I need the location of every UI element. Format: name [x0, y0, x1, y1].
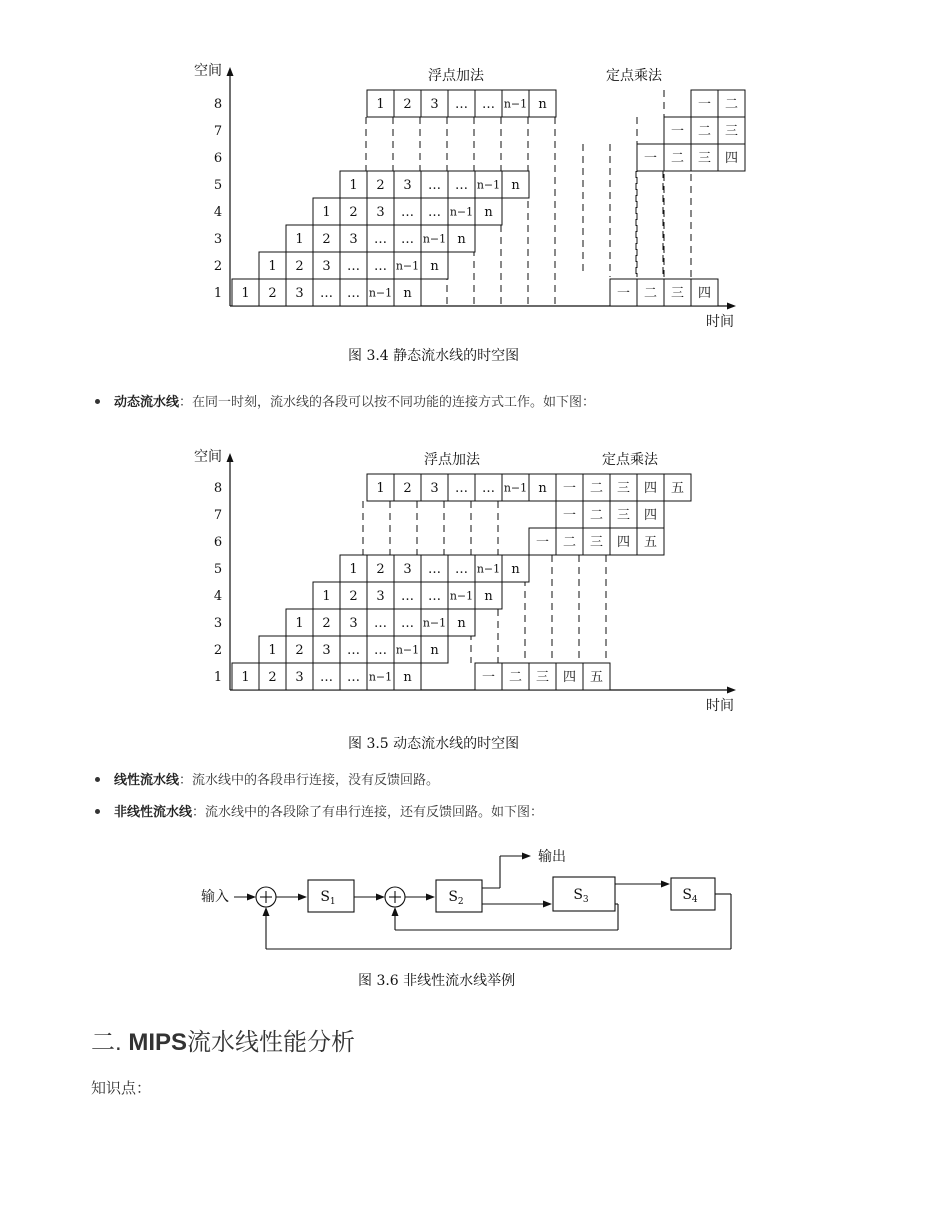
float-cell-s3-0-label: 1 [295, 616, 304, 631]
fixed-cell-s7-1-label: 二 [589, 508, 604, 523]
float-cell-s8-0-label: 1 [376, 481, 385, 496]
float-cell-s4-5-label: n−1 [449, 205, 474, 219]
fixed-cell-s1-2-label: 三 [670, 286, 685, 301]
float-cell-s5-6-label: n [511, 178, 520, 193]
float-cell-s1-0-label: 1 [241, 286, 250, 301]
caption-dynamic: 图 3.5 动态流水线的时空图 [348, 736, 520, 752]
float-cell-s8-4-label: … [482, 97, 495, 112]
float-cell-s5-0-label: 1 [349, 562, 358, 577]
float-cell-s1-4-label: … [347, 670, 360, 685]
fb3-arrow [392, 907, 399, 916]
float-cell-s1-5-label: n−1 [368, 670, 393, 684]
fixed-cell-s1-2-label: 三 [535, 670, 550, 685]
float-cell-s4-6-label: n [484, 205, 493, 220]
caption-nonlinear: 图 3.6 非线性流水线举例 [358, 973, 516, 989]
stage-label-s1: $S_1$ [320, 889, 336, 907]
group-label-float: 浮点加法 [428, 68, 484, 84]
float-cell-s4-3-label: … [401, 205, 414, 220]
float-cell-s5-0-label: 1 [349, 178, 358, 193]
figure-nonlinear-pipeline [190, 842, 750, 966]
fixed-cell-s7-0-label: 一 [670, 124, 685, 139]
float-cell-s2-0-label: 1 [268, 643, 277, 658]
float-cell-s1-3-label: … [320, 286, 333, 301]
knowledge-points-label: 知识点： [91, 1079, 152, 1097]
stage-number-1: 1 [213, 670, 223, 685]
fixed-cell-s8-4-label: 五 [670, 481, 685, 496]
stage-number-8: 8 [213, 97, 223, 112]
float-cell-s2-1-label: 2 [295, 259, 304, 274]
fixed-cell-s8-0-label: 一 [697, 97, 712, 112]
float-cell-s5-3-label: … [428, 562, 441, 577]
fixed-cell-s8-1-label: 二 [724, 97, 739, 112]
fixed-cell-s8-3-label: 四 [643, 481, 658, 496]
fixed-cell-s6-1-label: 二 [562, 535, 577, 550]
float-cell-s8-1-label: 2 [403, 481, 412, 496]
float-cell-s5-2-label: 3 [403, 562, 412, 577]
stage-number-7: 7 [213, 508, 223, 523]
stage-number-8: 8 [213, 481, 223, 496]
float-cell-s3-2-label: 3 [349, 616, 358, 631]
stage-number-3: 3 [213, 232, 223, 247]
fixed-cell-s6-1-label: 二 [670, 151, 685, 166]
input-label: 输入 [201, 889, 229, 905]
out-arrow [522, 853, 531, 860]
float-cell-s1-2-label: 3 [295, 286, 304, 301]
float-cell-s8-6-label: n [538, 481, 547, 496]
group-label-float: 浮点加法 [424, 452, 480, 468]
fixed-cell-s1-1-label: 二 [508, 670, 523, 685]
float-cell-s5-1-label: 2 [376, 178, 385, 193]
float-cell-s2-2-label: 3 [322, 259, 331, 274]
float-cell-s3-5-label: n−1 [422, 232, 447, 246]
x-axis-arrow [727, 303, 736, 310]
fixed-cell-s7-2-label: 三 [616, 508, 631, 523]
float-cell-s4-5-label: n−1 [449, 589, 474, 603]
a2-s2-arrow [426, 894, 435, 901]
float-cell-s4-4-label: … [428, 589, 441, 604]
float-cell-s2-1-label: 2 [295, 643, 304, 658]
term-linear: 线性流水线 [114, 773, 180, 788]
fixed-cell-s1-1-label: 二 [643, 286, 658, 301]
float-cell-s2-3-label: … [347, 259, 360, 274]
float-cell-s2-4-label: … [374, 259, 387, 274]
float-cell-s3-3-label: … [374, 616, 387, 631]
float-cell-s3-0-label: 1 [295, 232, 304, 247]
group-label-fixed: 定点乘法 [602, 452, 658, 468]
caption-static: 图 3.4 静态流水线的时空图 [348, 348, 520, 364]
bullet-nonlinear-pipeline [95, 803, 543, 823]
heading-mips: MIPS [128, 1029, 188, 1056]
x-axis-label: 时间 [706, 698, 734, 714]
float-cell-s1-5-label: n−1 [368, 286, 393, 300]
input-arrow [247, 894, 256, 901]
float-cell-s4-2-label: 3 [376, 589, 385, 604]
float-cell-s8-3-label: … [455, 481, 468, 496]
float-cell-s8-5-label: n−1 [503, 481, 528, 495]
float-cell-s3-4-label: … [401, 616, 414, 631]
float-cell-s4-4-label: … [428, 205, 441, 220]
float-cell-s3-4-label: … [401, 232, 414, 247]
float-cell-s1-4-label: … [347, 286, 360, 301]
y-axis-arrow [227, 453, 234, 462]
float-cell-s3-6-label: n [457, 232, 466, 247]
figure-static-pipeline [180, 55, 760, 379]
fixed-cell-s8-0-label: 一 [562, 481, 577, 496]
float-cell-s3-1-label: 2 [322, 232, 331, 247]
fixed-cell-s7-1-label: 二 [697, 124, 712, 139]
float-cell-s3-5-label: n−1 [422, 616, 447, 630]
float-cell-s5-1-label: 2 [376, 562, 385, 577]
stage-label-s2: $S_2$ [448, 889, 464, 907]
a1-s1-arrow [298, 894, 307, 901]
float-cell-s4-1-label: 2 [349, 589, 358, 604]
fixed-cell-s8-1-label: 二 [589, 481, 604, 496]
float-cell-s4-2-label: 3 [376, 205, 385, 220]
stage-number-6: 6 [213, 535, 223, 550]
bullet-linear-pipeline [95, 771, 439, 791]
y-axis-label: 空间 [194, 449, 222, 465]
float-cell-s1-1-label: 2 [268, 286, 277, 301]
stage-number-4: 4 [213, 589, 223, 604]
float-cell-s2-4-label: … [374, 643, 387, 658]
stage-number-4: 4 [213, 205, 223, 220]
stage-number-2: 2 [213, 643, 223, 658]
nonlinear-pipeline-diagram [190, 842, 750, 962]
stage-label-s4: $S_4$ [682, 887, 698, 905]
static-pipeline-diagram [180, 55, 760, 375]
float-cell-s5-2-label: 3 [403, 178, 412, 193]
bullet-dynamic-pipeline [95, 393, 595, 413]
float-cell-s2-5-label: n−1 [395, 643, 420, 657]
desc-linear: ：流水线中的各段串行连接，没有反馈回路。 [179, 773, 440, 788]
float-cell-s1-0-label: 1 [241, 670, 250, 685]
fixed-cell-s6-0-label: 一 [643, 151, 658, 166]
float-cell-s1-2-label: 3 [295, 670, 304, 685]
stage-number-5: 5 [213, 562, 223, 577]
stage-number-2: 2 [213, 259, 223, 274]
float-cell-s8-6-label: n [538, 97, 547, 112]
figure-dynamic-pipeline [180, 443, 760, 727]
float-cell-s8-2-label: 3 [430, 481, 439, 496]
float-cell-s5-4-label: … [455, 178, 468, 193]
float-cell-s8-5-label: n−1 [503, 97, 528, 111]
float-cell-s4-0-label: 1 [322, 589, 331, 604]
heading-prefix: 二. [91, 1029, 129, 1056]
float-cell-s8-0-label: 1 [376, 97, 385, 112]
float-cell-s8-3-label: … [455, 97, 468, 112]
s3-s4-arrow [661, 881, 670, 888]
stage-number-3: 3 [213, 616, 223, 631]
desc-dynamic: ：在同一时刻，流水线的各段可以按不同功能的连接方式工作。如下图： [179, 395, 596, 410]
stage-number-1: 1 [213, 286, 223, 301]
float-cell-s3-6-label: n [457, 616, 466, 631]
float-cell-s2-6-label: n [430, 643, 439, 658]
stage-label-s3: $S_3$ [573, 887, 589, 905]
fixed-cell-s1-4-label: 五 [589, 670, 604, 685]
bullet-dot [95, 399, 100, 404]
y-axis-arrow [227, 67, 234, 76]
float-cell-s1-1-label: 2 [268, 670, 277, 685]
fixed-cell-s6-2-label: 三 [697, 151, 712, 166]
fixed-cell-s7-2-label: 三 [724, 124, 739, 139]
float-cell-s2-5-label: n−1 [395, 259, 420, 273]
fixed-cell-s1-0-label: 一 [481, 670, 496, 685]
term-dynamic: 动态流水线 [114, 395, 180, 410]
stage-number-7: 7 [213, 124, 223, 139]
stage-number-5: 5 [213, 178, 223, 193]
float-cell-s5-5-label: n−1 [476, 562, 501, 576]
bullet-dot [95, 777, 100, 782]
float-cell-s2-2-label: 3 [322, 643, 331, 658]
float-cell-s4-3-label: … [401, 589, 414, 604]
fixed-cell-s1-0-label: 一 [616, 286, 631, 301]
fixed-cell-s7-0-label: 一 [562, 508, 577, 523]
float-cell-s2-3-label: … [347, 643, 360, 658]
fb4-arrow [263, 907, 270, 916]
float-cell-s2-6-label: n [430, 259, 439, 274]
group-label-fixed: 定点乘法 [606, 68, 662, 84]
dynamic-pipeline-diagram [180, 443, 760, 723]
float-cell-s5-4-label: … [455, 562, 468, 577]
output-label: 输出 [538, 849, 566, 865]
float-cell-s1-6-label: n [403, 286, 412, 301]
fixed-cell-s6-3-label: 四 [724, 151, 739, 166]
heading-title: 流水线性能分析 [187, 1029, 356, 1056]
x-axis-arrow [727, 687, 736, 694]
fixed-cell-s6-0-label: 一 [535, 535, 550, 550]
float-cell-s5-5-label: n−1 [476, 178, 501, 192]
float-cell-s1-6-label: n [403, 670, 412, 685]
fixed-cell-s1-3-label: 四 [562, 670, 577, 685]
desc-nonlinear: ：流水线中的各段除了有串行连接，还有反馈回路。如下图： [192, 805, 544, 820]
fixed-cell-s6-2-label: 三 [589, 535, 604, 550]
float-cell-s4-6-label: n [484, 589, 493, 604]
y-axis-label: 空间 [194, 63, 222, 79]
float-cell-s4-0-label: 1 [322, 205, 331, 220]
stage-number-6: 6 [213, 151, 223, 166]
float-cell-s2-0-label: 1 [268, 259, 277, 274]
term-nonlinear: 非线性流水线 [114, 805, 193, 820]
fixed-cell-s8-2-label: 三 [616, 481, 631, 496]
float-cell-s5-3-label: … [428, 178, 441, 193]
section-heading [91, 1022, 355, 1057]
float-cell-s8-4-label: … [482, 481, 495, 496]
float-cell-s8-2-label: 3 [430, 97, 439, 112]
fixed-cell-s6-4-label: 五 [643, 535, 658, 550]
fixed-cell-s6-3-label: 四 [616, 535, 631, 550]
float-cell-s4-1-label: 2 [349, 205, 358, 220]
float-cell-s3-1-label: 2 [322, 616, 331, 631]
float-cell-s8-1-label: 2 [403, 97, 412, 112]
float-cell-s5-6-label: n [511, 562, 520, 577]
float-cell-s1-3-label: … [320, 670, 333, 685]
float-cell-s3-2-label: 3 [349, 232, 358, 247]
fixed-cell-s1-3-label: 四 [697, 286, 712, 301]
bullet-dot [95, 809, 100, 814]
fixed-cell-s7-3-label: 四 [643, 508, 658, 523]
s2-s3-arrow [543, 901, 552, 908]
s1-a2-arrow [376, 894, 385, 901]
float-cell-s3-3-label: … [374, 232, 387, 247]
x-axis-label: 时间 [706, 314, 734, 330]
